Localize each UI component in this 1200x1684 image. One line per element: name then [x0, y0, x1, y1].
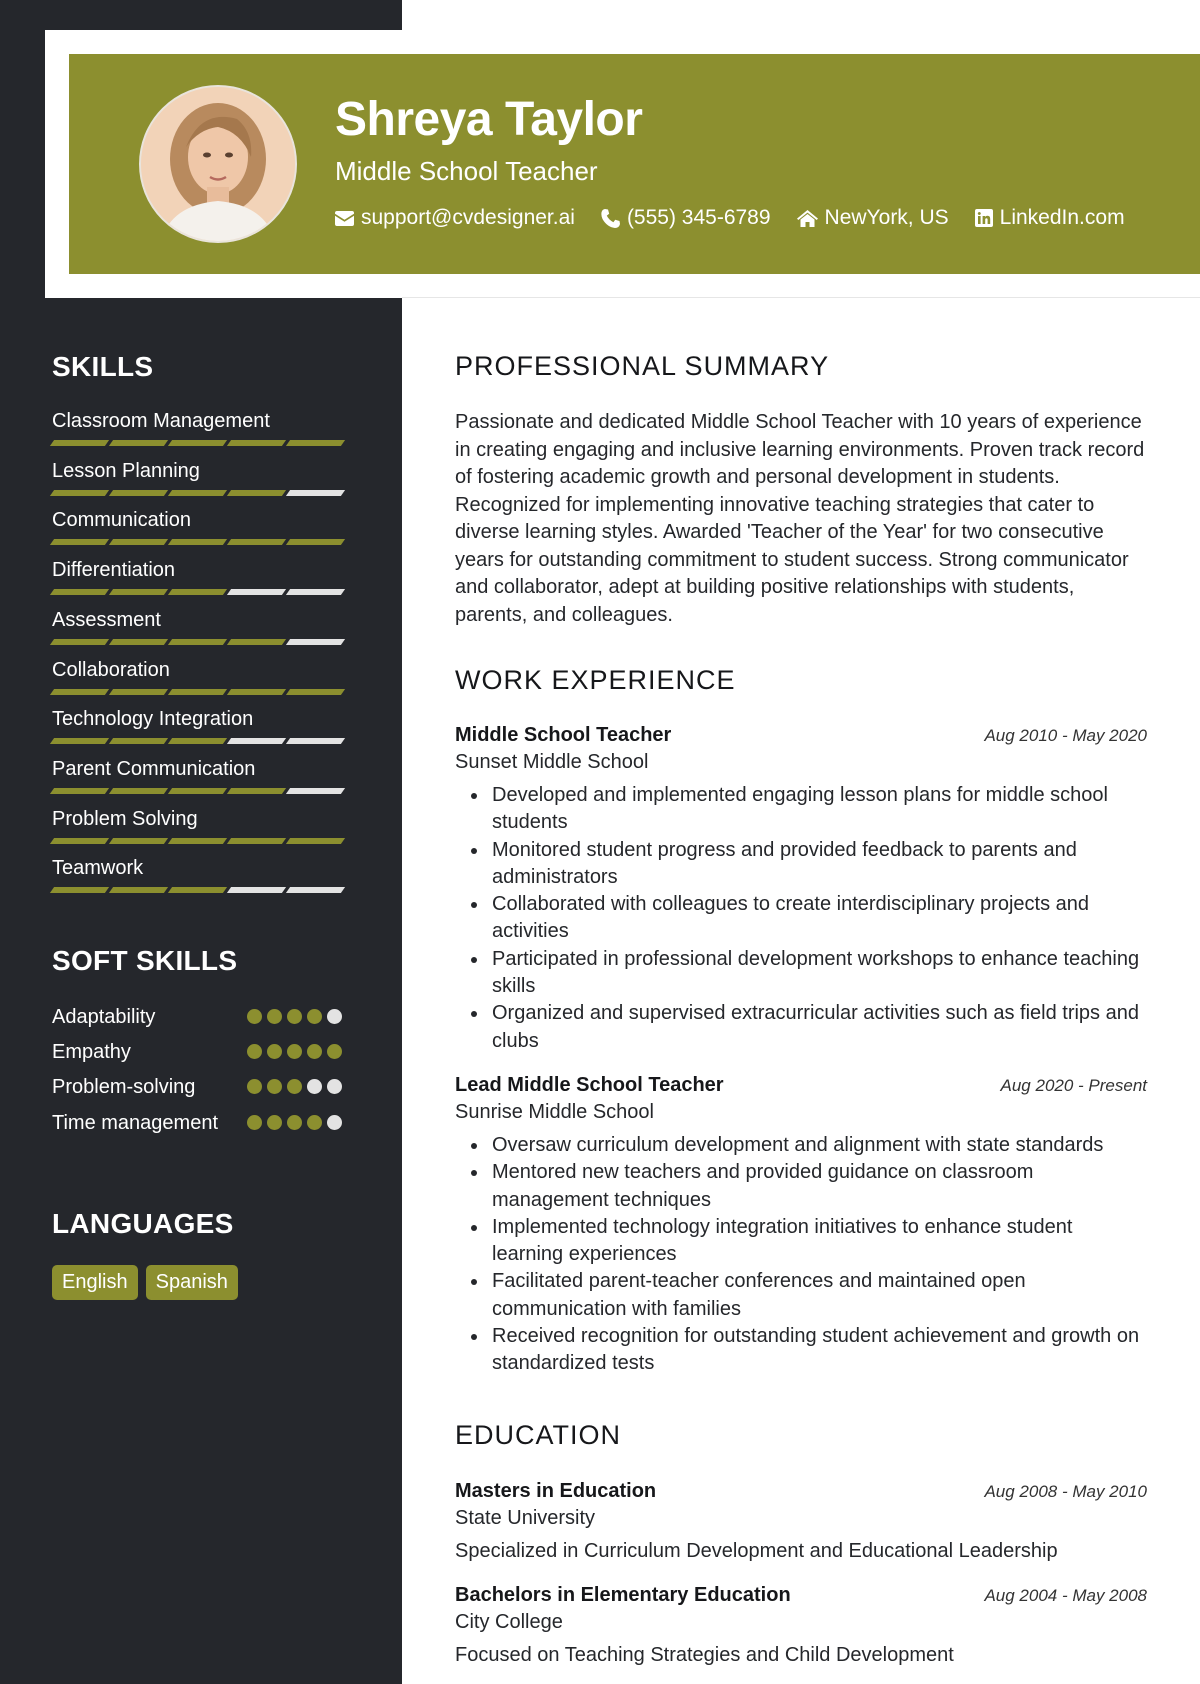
linkedin-icon: [975, 209, 993, 227]
school-name: State University: [455, 1507, 596, 1529]
list-item: Participated in professional development workshops to enhance teaching skills: [455, 946, 1147, 1001]
skill-name: Parent Communication: [52, 757, 256, 780]
school-name: City College: [455, 1611, 563, 1633]
skill-level-segment: [286, 490, 345, 496]
skill-item: [52, 857, 352, 880]
home-icon: [797, 210, 818, 227]
skill-item: [52, 708, 352, 731]
list-item: Developed and implemented engaging lesson plans for middle school students: [455, 782, 1147, 837]
phone-icon: [601, 209, 620, 228]
skill-name: Communication: [52, 509, 191, 532]
list-item: Collaborated with colleagues to create interdisciplinary projects and activities: [455, 891, 1147, 946]
list-item: Mentored new teachers and provided guidance on classroom management techniques: [455, 1159, 1147, 1214]
soft-skill-item: [52, 1038, 352, 1068]
envelope-icon: [335, 211, 354, 226]
skill-item: [52, 559, 352, 582]
skill-level-segment: [227, 738, 286, 744]
rating-dot: [327, 1115, 342, 1130]
skill-level-segment: [50, 589, 109, 595]
skill-level-segment: [109, 639, 168, 645]
education-note: Focused on Teaching Strategies and Child Development: [455, 1644, 954, 1666]
skill-name: Collaboration: [52, 658, 170, 681]
summary-text: Passionate and dedicated Middle School Teacher with 10 years of experience in creating engaging and inclusive learning environments. Proven track record of fostering academic growth and personal development in students. Recognized for implementing innovative teaching strategies that cater to diverse learning styles. Awarded 'Teacher of the Year' for two consecutive years for outstanding commitment to student success. Strong communicator and collaborator, adept at building positive relationships with students, parents, and colleagues.: [455, 411, 1145, 626]
skill-level-segment: [227, 539, 286, 545]
job-title: Middle School Teacher: [455, 724, 672, 746]
skill-level-segment: [109, 440, 168, 446]
job-bullets: [455, 1132, 1147, 1378]
skill-level-segment: [50, 887, 109, 893]
skill-level-bar: [52, 539, 347, 545]
contact-email[interactable]: [335, 206, 575, 230]
job-title: Lead Middle School Teacher: [455, 1074, 724, 1096]
skill-level-segment: [227, 887, 286, 893]
skill-level-segment: [168, 788, 227, 794]
education-entry: [455, 1584, 1147, 1667]
rating-dot: [247, 1079, 262, 1094]
rating-dot: [327, 1079, 342, 1094]
skill-level-bar: [52, 887, 347, 893]
language-tag: English: [52, 1265, 138, 1300]
header-divider: [402, 297, 1200, 298]
candidate-role: Middle School Teacher: [335, 156, 598, 186]
contact-location: [797, 206, 949, 230]
skill-name: Teamwork: [52, 857, 144, 880]
education-note: Specialized in Curriculum Development and Educational Leadership: [455, 1540, 1058, 1562]
degree-title: Bachelors in Elementary Education: [455, 1584, 791, 1606]
skill-level-segment: [227, 639, 286, 645]
soft-skill-item: [52, 1109, 352, 1139]
soft-skill-rating: [247, 1079, 342, 1094]
skill-level-bar: [52, 639, 347, 645]
education-heading: EDUCATION: [455, 1420, 622, 1450]
skill-level-segment: [50, 788, 109, 794]
soft-skill-item: [52, 1073, 352, 1103]
skill-level-bar: [52, 788, 347, 794]
skill-name: Differentiation: [52, 559, 176, 582]
skill-level-segment: [286, 440, 345, 446]
email-text: support@cvdesigner.ai: [361, 206, 575, 229]
job-organization: Sunset Middle School: [455, 751, 649, 773]
soft-skill-rating: [247, 1009, 342, 1024]
skill-level-segment: [168, 838, 227, 844]
job-bullets: [455, 782, 1147, 1055]
skill-level-segment: [168, 539, 227, 545]
rating-dot: [247, 1115, 262, 1130]
skill-level-segment: [286, 887, 345, 893]
rating-dot: [307, 1044, 322, 1059]
candidate-name: Shreya Taylor: [335, 93, 643, 146]
skill-level-segment: [286, 788, 345, 794]
skill-level-segment: [168, 738, 227, 744]
skills-heading: SKILLS: [52, 351, 154, 382]
skill-level-bar: [52, 440, 347, 446]
skill-level-segment: [286, 539, 345, 545]
skill-name: Lesson Planning: [52, 459, 200, 482]
skill-level-segment: [109, 788, 168, 794]
skill-item: [52, 609, 352, 632]
skill-level-segment: [168, 589, 227, 595]
rating-dot: [287, 1044, 302, 1059]
rating-dot: [267, 1044, 282, 1059]
skill-level-segment: [227, 589, 286, 595]
skill-level-segment: [50, 838, 109, 844]
skill-level-bar: [52, 490, 347, 496]
rating-dot: [307, 1115, 322, 1130]
skill-level-segment: [286, 639, 345, 645]
skill-level-segment: [227, 490, 286, 496]
skill-level-segment: [50, 639, 109, 645]
list-item: Implemented technology integration initiatives to enhance student learning experiences: [455, 1214, 1147, 1269]
education-date: Aug 2008 - May 2010: [984, 1482, 1147, 1501]
skill-level-segment: [109, 738, 168, 744]
rating-dot: [287, 1079, 302, 1094]
job-date: Aug 2010 - May 2020: [984, 726, 1147, 745]
skill-level-segment: [286, 689, 345, 695]
skill-level-segment: [227, 788, 286, 794]
skill-level-segment: [109, 539, 168, 545]
skill-item: [52, 808, 352, 831]
soft-skill-item: [52, 1003, 352, 1033]
soft-skill-rating: [247, 1044, 342, 1059]
skill-level-bar: [52, 589, 347, 595]
skill-level-segment: [109, 589, 168, 595]
resume-header: [69, 54, 1200, 274]
rating-dot: [307, 1079, 322, 1094]
skill-level-segment: [109, 887, 168, 893]
skill-item: [52, 410, 352, 433]
skill-level-bar: [52, 838, 347, 844]
rating-dot: [247, 1009, 262, 1024]
rating-dot: [287, 1009, 302, 1024]
skill-level-segment: [286, 589, 345, 595]
skill-level-segment: [168, 490, 227, 496]
soft-skill-name: Time management: [52, 1112, 218, 1134]
skill-level-segment: [227, 838, 286, 844]
skill-level-bar: [52, 689, 347, 695]
skill-name: Problem Solving: [52, 807, 198, 830]
skill-level-segment: [50, 490, 109, 496]
skill-name: Classroom Management: [52, 410, 270, 432]
skill-level-bar: [52, 738, 347, 744]
job-entry: [455, 724, 1147, 1055]
soft-skill-name: Problem-solving: [52, 1076, 196, 1098]
list-item: Oversaw curriculum development and alignment with state standards: [455, 1132, 1147, 1159]
experience-heading: WORK EXPERIENCE: [455, 665, 736, 695]
skill-level-segment: [109, 838, 168, 844]
rating-dot: [267, 1115, 282, 1130]
rating-dot: [287, 1115, 302, 1130]
job-date: Aug 2020 - Present: [1000, 1076, 1147, 1095]
soft-skill-name: Empathy: [52, 1041, 131, 1063]
language-tag: Spanish: [146, 1265, 238, 1300]
rating-dot: [327, 1044, 342, 1059]
skill-name: Assessment: [52, 608, 161, 631]
skill-level-segment: [109, 689, 168, 695]
education-entry: [455, 1480, 1147, 1563]
skill-item: [52, 659, 352, 682]
rating-dot: [267, 1009, 282, 1024]
location-text: NewYork, US: [824, 206, 949, 229]
list-item: Received recognition for outstanding student achievement and growth on standardized tests: [455, 1323, 1147, 1378]
soft-skill-rating: [247, 1115, 342, 1130]
degree-title: Masters in Education: [455, 1480, 657, 1502]
job-entry: [455, 1074, 1147, 1378]
education-date: Aug 2004 - May 2008: [984, 1586, 1147, 1605]
skill-name: Technology Integration: [52, 708, 254, 731]
skill-item: [52, 460, 352, 483]
languages-list: [52, 1265, 238, 1300]
list-item: Organized and supervised extracurricular activities such as field trips and clubs: [455, 1000, 1147, 1055]
skill-item: [52, 509, 352, 532]
soft-skill-name: Adaptability: [52, 1006, 156, 1028]
rating-dot: [327, 1009, 342, 1024]
summary-heading: PROFESSIONAL SUMMARY: [455, 351, 830, 381]
rating-dot: [247, 1044, 262, 1059]
profile-photo: [139, 85, 297, 243]
skill-level-segment: [50, 539, 109, 545]
skill-level-segment: [286, 738, 345, 744]
skill-level-segment: [168, 440, 227, 446]
skill-item: [52, 758, 352, 781]
contact-row: [335, 206, 1125, 230]
contact-phone[interactable]: [601, 206, 771, 230]
skill-level-segment: [286, 838, 345, 844]
skill-level-segment: [50, 689, 109, 695]
skill-level-segment: [168, 639, 227, 645]
skill-level-segment: [50, 738, 109, 744]
contact-linkedin[interactable]: [975, 206, 1125, 230]
phone-text: (555) 345-6789: [626, 206, 771, 229]
skill-level-segment: [168, 689, 227, 695]
skill-level-segment: [227, 689, 286, 695]
soft-skills-heading: SOFT SKILLS: [52, 945, 238, 976]
list-item: Monitored student progress and provided feedback to parents and administrators: [455, 837, 1147, 892]
linkedin-text: LinkedIn.com: [999, 206, 1125, 229]
skill-level-segment: [109, 490, 168, 496]
languages-heading: LANGUAGES: [52, 1208, 234, 1239]
skill-level-segment: [168, 887, 227, 893]
list-item: Facilitated parent-teacher conferences and maintained open communication with families: [455, 1268, 1147, 1323]
rating-dot: [307, 1009, 322, 1024]
job-organization: Sunrise Middle School: [455, 1101, 654, 1123]
skill-level-segment: [227, 440, 286, 446]
rating-dot: [267, 1079, 282, 1094]
skill-level-segment: [50, 440, 109, 446]
